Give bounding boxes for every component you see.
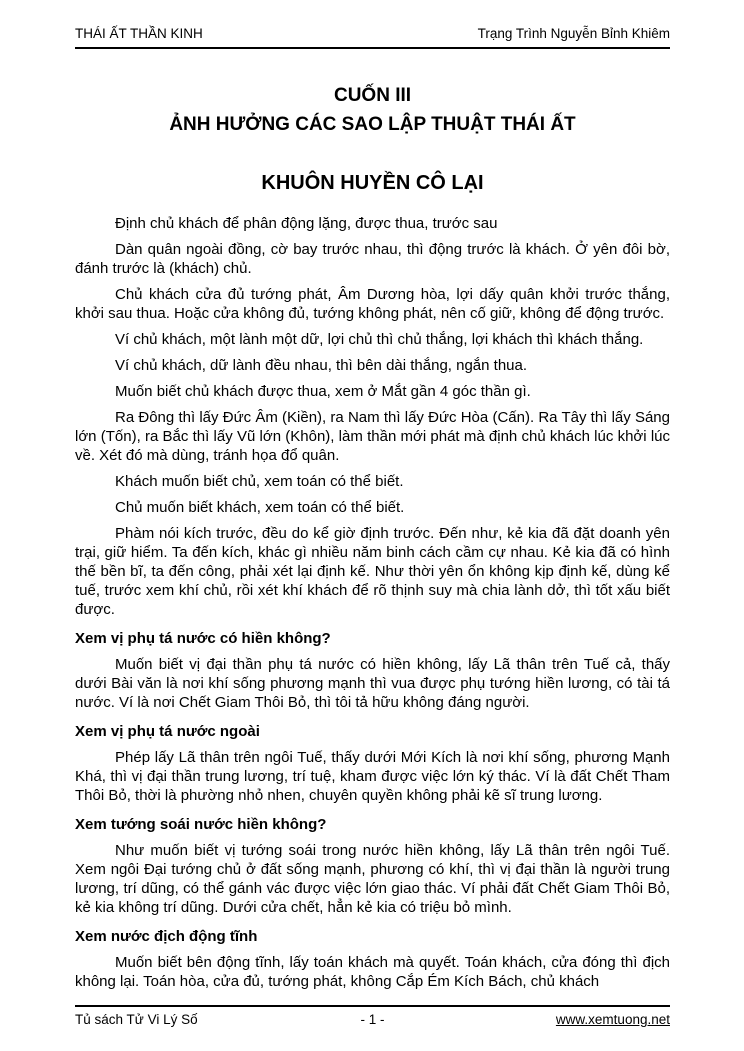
paragraph: Ra Đông thì lấy Đức Âm (Kiền), ra Nam thì lấy Đức Hòa (Cấn). Ra Tây thì lấy Sáng lớn (Tốn), ra Bắc thì lấy Vũ lớn (Khôn), làm thần mới phát mà định chủ khách lúc khởi lúc về. Xét đó mà dùng, tránh họa đổ quân.: [75, 409, 670, 464]
page-number: - 1 -: [360, 1012, 385, 1027]
page-footer: [75, 1005, 670, 1027]
header-book-title: THÁI ẤT THẦN KINH: [75, 26, 203, 41]
paragraph: Chủ muốn biết khách, xem toán có thể biết.: [115, 499, 405, 516]
section-heading: Xem vị phụ tá nước có hiền không?: [75, 630, 331, 647]
page-header: [75, 26, 670, 49]
paragraph: Ví chủ khách, dữ lành đều nhau, thì bên dài thắng, ngắn thua.: [115, 357, 528, 374]
section-heading: Xem tướng soái nước hiền không?: [75, 816, 327, 833]
footer-website-link[interactable]: www.xemtuong.net: [555, 1012, 670, 1027]
paragraph: Khách muốn biết chủ, xem toán có thể biết.: [115, 473, 404, 490]
section-heading: Xem nước địch động tĩnh: [75, 928, 258, 945]
paragraph: Muốn biết vị đại thần phụ tá nước có hiền không, lấy Lã thân trên Tuế cả, thấy dưới Bài văn là nơi khí sống phương mạnh thì vua được phụ tướng hiền lương, có tài tá nước. Ví là nơi Chết Giam Thôi Bỏ, thì tôi tả hữu không đáng người.: [75, 656, 670, 711]
section-title: KHUÔN HUYỀN CÔ LẠI: [261, 172, 484, 194]
paragraph: Muốn biết chủ khách được thua, xem ở Mắt gần 4 góc thần gì.: [115, 383, 531, 400]
chapter-title: ẢNH HƯỞNG CÁC SAO LẬP THUẬT THÁI ẤT: [169, 114, 576, 135]
paragraph: Ví chủ khách, một lành một dữ, lợi chủ thì chủ thắng, lợi khách thì khách thắng.: [115, 331, 644, 348]
title-block: [75, 85, 670, 195]
footer-series-label: Tủ sách Tử Vi Lý Số: [75, 1012, 198, 1027]
paragraph: Như muốn biết vị tướng soái trong nước hiền không, lấy Lã thân trên ngôi Tuế. Xem ngôi Đại tướng chủ ở đất sống mạnh, phương có khí, thì vị đại thần là người trung lương, trí dũng, có thể gánh vác được việc lớn giao thác. Ví phải đất Chết Giam Thôi Bỏ, kẻ kia không trí dũng. Dưới cửa chết, hẳn kẻ kia có triệu bỏ mình.: [75, 842, 670, 916]
paragraph: Phàm nói kích trước, đều do kể giờ định trước. Đến như, kẻ kia đã đặt doanh yên trại, giữ hiểm. Ta đến kích, khác gì nhiều năm binh cách cầm cự nhau. Kẻ kia đã có hình thế bền bĩ, ta đến công, phải xét lại định kế. Như thời yên ổn không kịp định kế, dùng kể tuế, trước xem khí chủ, rồi xét khí khách để rõ thịnh suy mà chia lành dở, thì tốt xấu biết được.: [75, 525, 670, 618]
paragraph: Dàn quân ngoài đồng, cờ bay trước nhau, thì động trước là khách. Ở yên đôi bờ, đánh trước là (khách) chủ.: [75, 241, 670, 277]
paragraph: Phép lấy Lã thân trên ngôi Tuế, thấy dưới Mới Kích là nơi khí sống, phương Mạnh Khá, thì vị đại thần trung lương, trí tuệ, kham được việc lớn ký thác. Ví là đất Chết Tham Thôi Bỏ, thời là phường nhỏ nhen, chuyên quyền không phải kẽ sĩ trung lương.: [75, 749, 670, 804]
paragraph: Muốn biết bên động tĩnh, lấy toán khách mà quyết. Toán khách, cửa đóng thì địch không lại. Toán hòa, cửa đủ, tướng phát, không Cắp Ém Kích Bách, chủ khách: [75, 954, 670, 990]
paragraph: Định chủ khách để phân động lặng, được thua, trước sau: [115, 215, 498, 232]
volume-title: CUỐN III: [333, 85, 412, 106]
header-author: Trạng Trình Nguyễn Bỉnh Khiêm: [477, 26, 670, 41]
paragraph: Chủ khách cửa đủ tướng phát, Âm Dương hòa, lợi dấy quân khởi trước thắng, khởi sau thua. Hoặc cửa không đủ, tướng không phát, nên cố giữ, không để động trước.: [75, 286, 670, 322]
document-body: [75, 207, 670, 1005]
section-heading: Xem vị phụ tá nước ngoài: [75, 723, 260, 740]
